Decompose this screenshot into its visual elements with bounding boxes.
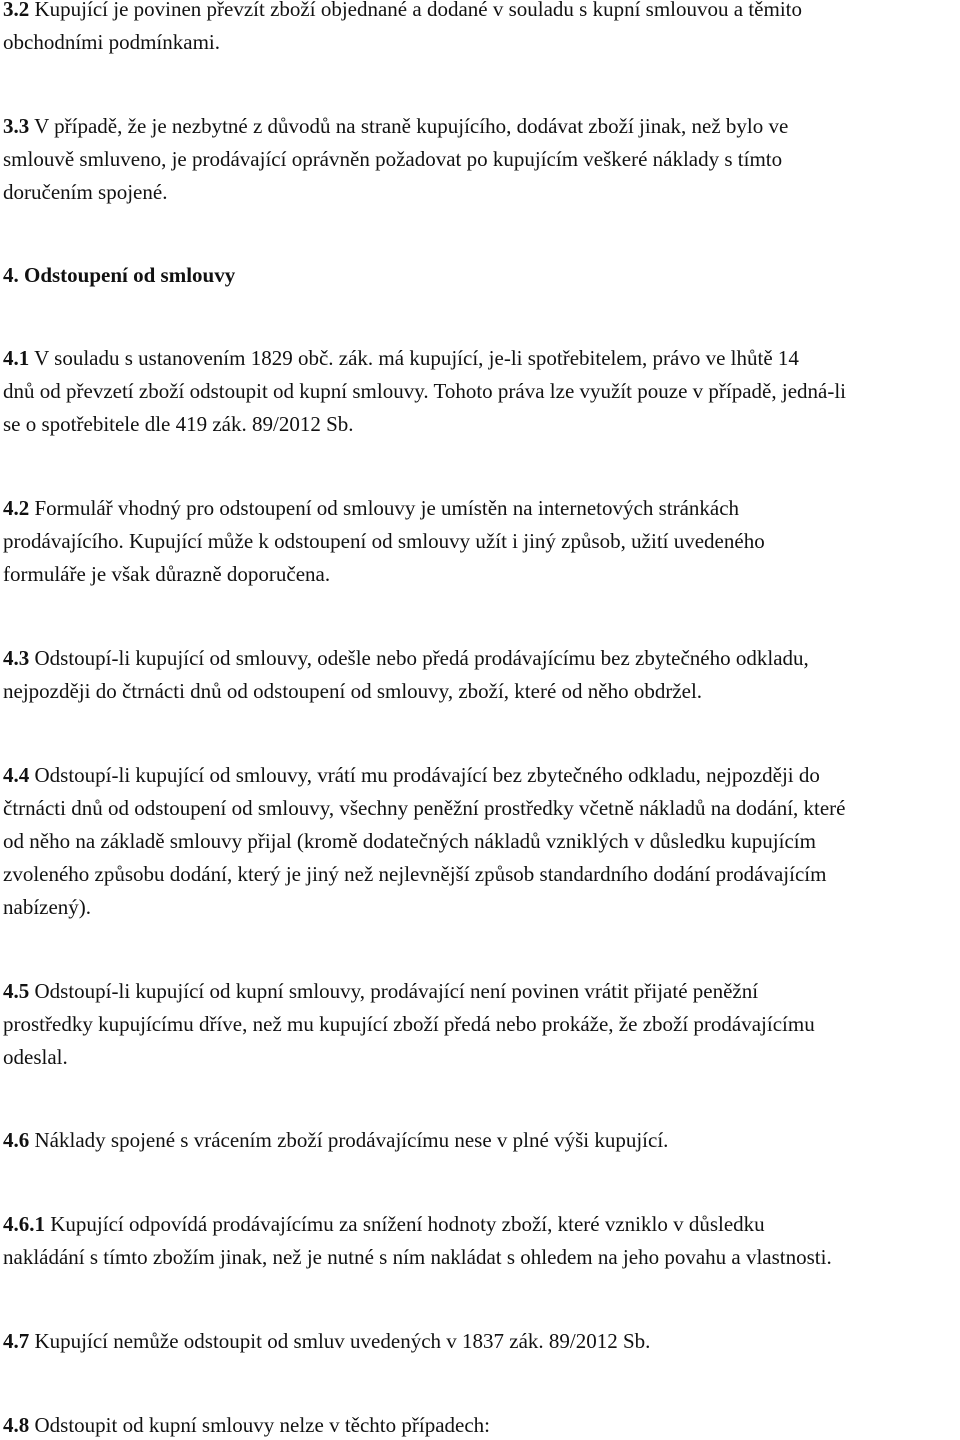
paragraph-text: formuláře je však důrazně doporučena. [3,562,331,586]
paragraph-line [3,1325,957,1358]
paragraph-text: nabízený). [3,895,92,919]
paragraph-text: Odstoupit od kupní smlouvy nelze v těchto případech: [29,1413,490,1437]
paragraph-line [3,1124,957,1157]
paragraph-4-6-1 [3,1208,957,1274]
paragraph-text: Náklady spojené s vrácením zboží prodávajícímu nese v plné výši kupující. [29,1128,669,1152]
paragraph-number: 4.2 [3,496,30,520]
paragraph-line [3,558,957,591]
paragraph-3-2 [3,0,957,59]
paragraph-4-2 [3,492,957,591]
paragraph-line [3,675,957,708]
paragraph-number: 4.1 [3,346,30,370]
paragraph-number: 4.6 [3,1128,30,1152]
paragraph-text: Odstoupí-li kupující od smlouvy, vrátí mu prodávající bez zbytečného odkladu, nejpozději do [29,763,820,787]
paragraph-text: čtrnácti dnů od odstoupení od smlouvy, všechny peněžní prostředky včetně nákladů na dodání, které [3,796,846,820]
paragraph-line [3,1409,957,1440]
paragraph-line [3,342,957,375]
paragraph-number: 4.5 [3,979,30,1003]
paragraph-line [3,759,957,792]
paragraph-4-6 [3,1124,957,1157]
paragraph-text: smlouvě smluveno, je prodávající oprávněn požadovat po kupujícím veškeré náklady s tímto [3,147,783,171]
paragraph-number: 4.8 [3,1413,30,1437]
paragraph-text: Odstoupí-li kupující od smlouvy, odešle nebo předá prodávajícímu bez zbytečného odkladu, [29,646,809,670]
paragraph-text: obchodními podmínkami. [3,30,220,54]
paragraph-number: 4.3 [3,646,30,670]
paragraph-text: Kupující je povinen převzít zboží objednané a dodané v souladu s kupní smlouvou a těmito [29,0,802,21]
paragraph-line [3,110,957,143]
paragraph-text: doručením spojené. [3,180,168,204]
paragraph-number: 4.6.1 [3,1212,45,1236]
paragraph-line [3,1208,957,1241]
paragraph-text: Formulář vhodný pro odstoupení od smlouvy je umístěn na internetových stránkách [29,496,740,520]
paragraph-line [3,492,957,525]
paragraph-line [3,525,957,558]
paragraph-line [3,1008,957,1041]
paragraph-line [3,642,957,675]
paragraph-line [3,792,957,825]
paragraph-number: 4.4 [3,763,30,787]
paragraph-line [3,26,957,59]
section-heading: 4. Odstoupení od smlouvy [3,263,236,287]
paragraph-line [3,858,957,891]
paragraph-text: Kupující nemůže odstoupit od smluv uvedených v 1837 zák. 89/2012 Sb. [29,1329,651,1353]
paragraph-3-3 [3,110,957,209]
paragraph-text: se o spotřebitele dle 419 zák. 89/2012 Sb. [3,412,354,436]
paragraph-text: od něho na základě smlouvy přijal (kromě dodatečných nákladů vzniklých v důsledku kupujícím [3,829,816,853]
paragraph-number: 3.3 [3,114,30,138]
paragraph-4-1 [3,342,957,441]
paragraph-number: 4.7 [3,1329,30,1353]
paragraph-line [3,1041,957,1074]
paragraph-text: V souladu s ustanovením 1829 obč. zák. má kupující, je-li spotřebitelem, právo ve lhůtě 14 [29,346,799,370]
paragraph-line [3,1241,957,1274]
paragraph-text: V případě, že je nezbytné z důvodů na straně kupujícího, dodávat zboží jinak, než bylo ve [29,114,789,138]
paragraph-text: odeslal. [3,1045,68,1069]
paragraph-text: nakládání s tímto zbožím jinak, než je nutné s ním nakládat s ohledem na jeho povahu a vlastnosti. [3,1245,832,1269]
paragraph-line [3,408,957,441]
paragraph-line [3,891,957,924]
paragraph-line [3,143,957,176]
paragraph-text: prodávajícího. Kupující může k odstoupení od smlouvy užít i jiný způsob, užití uvedeného [3,529,765,553]
paragraph-text: zvoleného způsobu dodání, který je jiný než nejlevnější způsob standardního dodání prodávajícím [3,862,827,886]
paragraph-number: 3.2 [3,0,30,21]
paragraph-line [3,975,957,1008]
paragraph-4-7 [3,1325,957,1358]
paragraph-text: dnů od převzetí zboží odstoupit od kupní smlouvy. Tohoto práva lze využít pouze v případě, jedná-li [3,379,847,403]
paragraph-text: nejpozději do čtrnácti dnů od odstoupení od smlouvy, zboží, které od něho obdržel. [3,679,703,703]
paragraph-line [3,825,957,858]
paragraph-4-4 [3,759,957,924]
paragraph-4-8 [3,1409,957,1440]
paragraph-4-5 [3,975,957,1074]
paragraph-4-3 [3,642,957,708]
paragraph-text: Odstoupí-li kupující od kupní smlouvy, prodávající není povinen vrátit přijaté peněžní [29,979,759,1003]
paragraph-line [3,375,957,408]
paragraph-line [3,176,957,209]
paragraph-text: prostředky kupujícímu dříve, než mu kupující zboží předá nebo prokáže, že zboží prodávajícímu [3,1012,815,1036]
paragraph-line [3,0,957,26]
paragraph-text: Kupující odpovídá prodávajícímu za snížení hodnoty zboží, které vzniklo v důsledku [45,1212,765,1236]
